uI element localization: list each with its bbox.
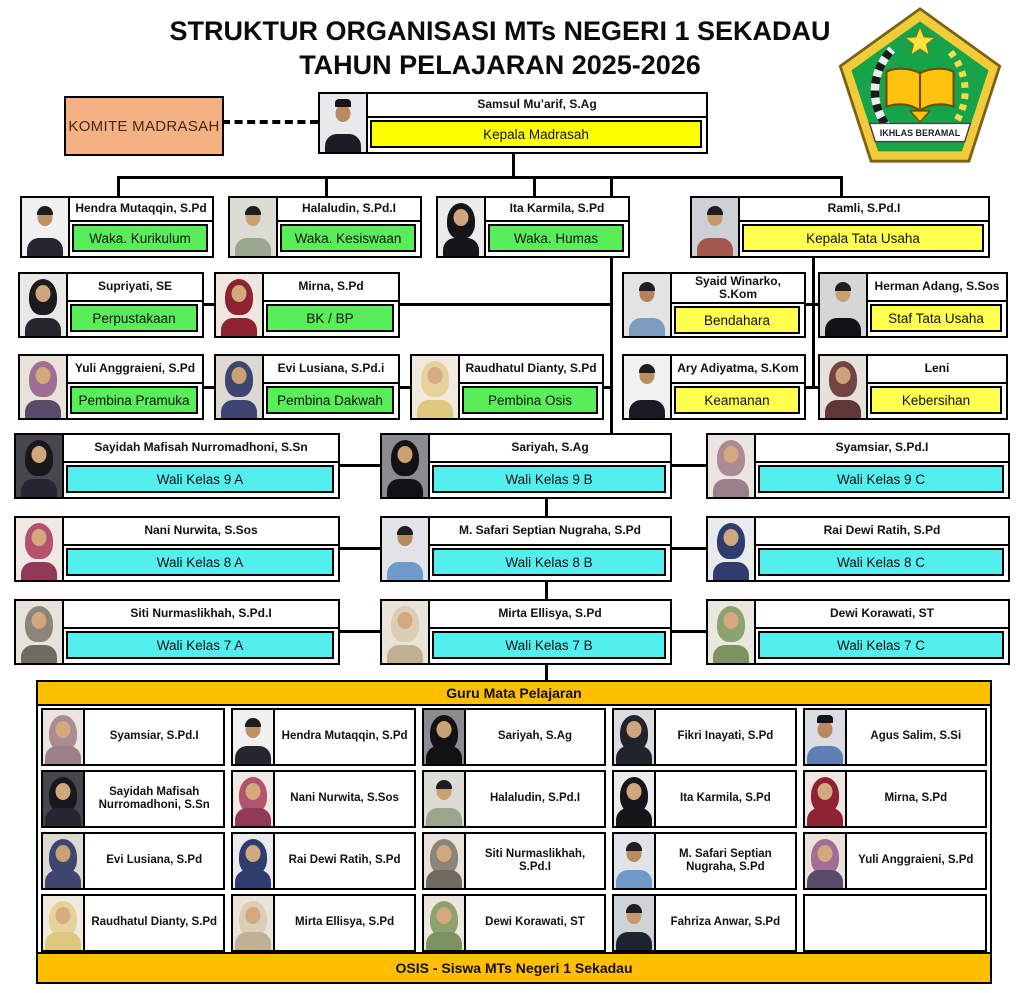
peci-cap-shape xyxy=(335,99,351,107)
photo-samsul-mu-arif-s-ag xyxy=(320,94,368,152)
face-shape xyxy=(724,612,739,629)
person-box-dewi-korawati-st xyxy=(706,599,1010,665)
connector-line xyxy=(545,497,548,518)
face-shape xyxy=(398,446,413,463)
person-name: Herman Adang, S.Sos xyxy=(868,274,1006,302)
person-box-ramli-s-pd-i xyxy=(690,196,990,258)
hair-shape xyxy=(436,780,452,789)
person-box-yuli-anggraieni-s-pd xyxy=(18,354,204,420)
person-name: Mirta Ellisya, S.Pd xyxy=(430,601,670,629)
torso-shape xyxy=(697,238,733,256)
hair-shape xyxy=(245,718,261,727)
person-role: Wali Kelas 8 B xyxy=(432,548,666,576)
person-info xyxy=(430,435,670,497)
person-role: Wali Kelas 7 B xyxy=(432,631,666,659)
person-name: Hendra Mutaqqin, S.Pd xyxy=(70,198,212,222)
connector-line xyxy=(325,176,328,198)
face-shape xyxy=(36,367,51,384)
torso-shape xyxy=(825,400,861,418)
torso-shape xyxy=(713,562,749,580)
photo-dewi-korawati-st xyxy=(424,896,466,950)
photo-yuli-anggraieni-s-pd xyxy=(805,834,847,888)
face-shape xyxy=(336,105,351,122)
face-shape xyxy=(56,721,71,738)
person-info xyxy=(868,274,1006,336)
face-shape xyxy=(232,367,247,384)
guru-name: Halaludin, S.Pd.I xyxy=(489,792,581,805)
torso-shape xyxy=(45,932,81,950)
face-shape xyxy=(56,845,71,862)
guru-name: Hendra Mutaqqin, S.Pd xyxy=(281,730,408,743)
torso-shape xyxy=(21,645,57,663)
person-box-samsul-mu-arif-s-ag xyxy=(318,92,708,154)
face-shape xyxy=(246,907,261,924)
guru-name: M. Safari Septian Nugraha, S.Pd xyxy=(679,847,772,873)
guru-cell-sayidah-mafisah-nurromadhoni-s-sn xyxy=(41,770,225,828)
photo-halaludin-s-pd-i xyxy=(424,772,466,826)
connector-line xyxy=(400,386,410,389)
person-name: Syamsiar, S.Pd.I xyxy=(756,435,1008,463)
face-shape xyxy=(246,845,261,862)
photo-evi-lusiana-s-pd-i xyxy=(216,356,264,418)
torso-shape xyxy=(387,562,423,580)
person-info xyxy=(264,356,398,418)
torso-shape xyxy=(443,238,479,256)
guru-cell-hendra-mutaqqin-s-pd xyxy=(231,708,415,766)
photo-ita-karmila-s-pd xyxy=(438,198,486,256)
photo-raudhatul-dianty-s-pd xyxy=(43,896,85,950)
connector-line xyxy=(340,464,380,467)
guru-name: Sariyah, S.Ag xyxy=(497,730,573,743)
person-info xyxy=(672,356,804,418)
connector-line xyxy=(672,464,706,467)
photo-ramli-s-pd-i xyxy=(692,198,740,256)
photo-herman-adang-s-sos xyxy=(820,274,868,336)
torso-shape xyxy=(807,746,843,764)
torso-shape xyxy=(713,645,749,663)
guru-name: Mirna, S.Pd xyxy=(884,792,948,805)
person-role: BK / BP xyxy=(266,304,394,332)
person-info xyxy=(64,518,338,580)
guru-name: Syamsiar, S.Pd.I xyxy=(109,730,199,743)
face-shape xyxy=(32,529,47,546)
torso-shape xyxy=(426,870,462,888)
guru-name: Agus Salim, S.Si xyxy=(870,730,962,743)
connector-line xyxy=(545,580,548,601)
person-role: Waka. Humas xyxy=(488,224,624,252)
guru-name: Yuli Anggraieni, S.Pd xyxy=(858,854,974,867)
person-box-hendra-mutaqqin-s-pd xyxy=(20,196,214,258)
page-title-line2: TAHUN PELAJARAN 2025-2026 xyxy=(299,50,701,80)
peci-cap-shape xyxy=(817,715,833,723)
torso-shape xyxy=(807,808,843,826)
hair-shape xyxy=(626,904,642,913)
person-info xyxy=(756,435,1008,497)
connector-line xyxy=(672,547,706,550)
guru-cell-yuli-anggraieni-s-pd xyxy=(803,832,987,890)
torso-shape xyxy=(629,318,665,336)
hair-shape xyxy=(397,526,413,535)
connector-line xyxy=(672,630,706,633)
person-role: Kepala Madrasah xyxy=(370,120,702,148)
torso-shape xyxy=(629,400,665,418)
guru-name: Fikri Inayati, S.Pd xyxy=(677,730,774,743)
photo-mirna-s-pd xyxy=(216,274,264,336)
guru-cell-rai-dewi-ratih-s-pd xyxy=(231,832,415,890)
face-shape xyxy=(428,367,443,384)
photo-sayidah-mafisah-nurromadhoni-s-sn xyxy=(16,435,64,497)
torso-shape xyxy=(387,479,423,497)
person-box-raudhatul-dianty-s-pd xyxy=(410,354,604,420)
face-shape xyxy=(56,907,71,924)
guru-name: Raudhatul Dianty, S.Pd xyxy=(91,916,218,929)
person-box-syaid-winarko-s-kom xyxy=(622,272,806,338)
photo-yuli-anggraieni-s-pd xyxy=(20,356,68,418)
person-info xyxy=(740,198,988,256)
person-info xyxy=(68,356,202,418)
person-name: Yuli Anggraieni, S.Pd xyxy=(68,356,202,384)
face-shape xyxy=(436,721,451,738)
connector-line xyxy=(840,176,843,198)
face-shape xyxy=(627,721,642,738)
person-box-nani-nurwita-s-sos xyxy=(14,516,340,582)
guru-cell-m-safari-septian-nugraha-s-pd xyxy=(612,832,796,890)
person-box-halaludin-s-pd-i xyxy=(228,196,422,258)
torso-shape xyxy=(25,400,61,418)
photo-evi-lusiana-s-pd xyxy=(43,834,85,888)
photo-mirta-ellisya-s-pd xyxy=(382,601,430,663)
person-name: Raudhatul Dianty, S.Pd xyxy=(460,356,602,384)
guru-cell-sariyah-s-ag xyxy=(422,708,606,766)
torso-shape xyxy=(235,932,271,950)
face-shape xyxy=(817,845,832,862)
hair-shape xyxy=(639,364,655,373)
connector-line xyxy=(117,176,120,198)
torso-shape xyxy=(713,479,749,497)
person-info xyxy=(430,601,670,663)
face-shape xyxy=(232,285,247,302)
person-role: Waka. Kurikulum xyxy=(72,224,208,252)
komite-dashed-connector xyxy=(222,120,318,124)
guru-name: Mirta Ellisya, S.Pd xyxy=(295,916,395,929)
torso-shape xyxy=(221,318,257,336)
face-shape xyxy=(627,783,642,800)
photo-sariyah-s-ag xyxy=(424,710,466,764)
person-role: Wali Kelas 9 B xyxy=(432,465,666,493)
person-box-herman-adang-s-sos xyxy=(818,272,1008,338)
person-info xyxy=(368,94,706,152)
connector-line xyxy=(204,386,214,389)
torso-shape xyxy=(616,932,652,950)
torso-shape xyxy=(616,808,652,826)
photo-syaid-winarko-s-kom xyxy=(624,274,672,336)
person-role: Wali Kelas 9 A xyxy=(66,465,334,493)
torso-shape xyxy=(27,238,63,256)
photo-rai-dewi-ratih-s-pd xyxy=(708,518,756,580)
hair-shape xyxy=(707,206,723,215)
person-box-ita-karmila-s-pd xyxy=(436,196,630,258)
torso-shape xyxy=(221,400,257,418)
person-info xyxy=(64,435,338,497)
connector-line xyxy=(204,303,214,306)
guru-name: Evi Lusiana, S.Pd xyxy=(106,854,203,867)
person-box-syamsiar-s-pd-i xyxy=(706,433,1010,499)
guru-name: Dewi Korawati, ST xyxy=(485,916,585,929)
photo-mirta-ellisya-s-pd xyxy=(233,896,275,950)
guru-cell-mirta-ellisya-s-pd xyxy=(231,894,415,952)
face-shape xyxy=(398,612,413,629)
torso-shape xyxy=(325,134,361,152)
person-info xyxy=(70,198,212,256)
person-role: Perpustakaan xyxy=(70,304,198,332)
photo-ita-karmila-s-pd xyxy=(614,772,656,826)
torso-shape xyxy=(21,562,57,580)
person-role: Wali Kelas 7 C xyxy=(758,631,1004,659)
person-box-evi-lusiana-s-pd-i xyxy=(214,354,400,420)
hair-shape xyxy=(639,282,655,291)
hair-shape xyxy=(37,206,53,215)
torso-shape xyxy=(426,808,462,826)
person-role: Kebersihan xyxy=(870,386,1002,414)
guru-grid xyxy=(38,706,990,954)
person-name: Sariyah, S.Ag xyxy=(430,435,670,463)
torso-shape xyxy=(417,400,453,418)
person-name: Sayidah Mafisah Nurromadhoni, S.Sn xyxy=(64,435,338,463)
guru-cell-fahriza-anwar-s-pd xyxy=(612,894,796,952)
torso-shape xyxy=(21,479,57,497)
face-shape xyxy=(454,209,469,226)
photo-raudhatul-dianty-s-pd xyxy=(412,356,460,418)
person-role: Wali Kelas 8 A xyxy=(66,548,334,576)
person-info xyxy=(868,356,1006,418)
person-name: Supriyati, SE xyxy=(68,274,202,302)
photo-m-safari-septian-nugraha-s-pd xyxy=(382,518,430,580)
person-role: Pembina Dakwah xyxy=(266,386,394,414)
guru-cell-siti-nurmaslikhah-s-pd-i xyxy=(422,832,606,890)
person-name: Leni xyxy=(868,356,1006,384)
logo-motto-text: IKHLAS BERAMAL xyxy=(879,128,961,139)
face-shape xyxy=(724,529,739,546)
osis-bar: OSIS - Siswa MTs Negeri 1 Sekadau xyxy=(36,952,992,984)
face-shape xyxy=(56,783,71,800)
guru-cell-dewi-korawati-st xyxy=(422,894,606,952)
photo-sayidah-mafisah-nurromadhoni-s-sn xyxy=(43,772,85,826)
photo-agus-salim-s-si xyxy=(805,710,847,764)
person-info xyxy=(486,198,628,256)
person-role: Pembina Pramuka xyxy=(70,386,198,414)
person-box-m-safari-septian-nugraha-s-pd xyxy=(380,516,672,582)
person-role: Wali Kelas 8 C xyxy=(758,548,1004,576)
guru-cell-nani-nurwita-s-sos xyxy=(231,770,415,828)
photo-halaludin-s-pd-i xyxy=(230,198,278,256)
connector-line xyxy=(400,303,610,306)
torso-shape xyxy=(426,746,462,764)
face-shape xyxy=(836,367,851,384)
torso-shape xyxy=(45,870,81,888)
torso-shape xyxy=(235,808,271,826)
person-box-supriyati-se xyxy=(18,272,204,338)
torso-shape xyxy=(616,870,652,888)
person-info xyxy=(460,356,602,418)
person-name: Samsul Mu’arif, S.Ag xyxy=(368,94,706,118)
face-shape xyxy=(36,285,51,302)
komite-madrasah-box: KOMITE MADRASAH xyxy=(64,96,224,156)
face-shape xyxy=(436,845,451,862)
photo-nani-nurwita-s-sos xyxy=(16,518,64,580)
photo-dewi-korawati-st xyxy=(708,601,756,663)
person-name: Siti Nurmaslikhah, S.Pd.I xyxy=(64,601,338,629)
guru-name: Nani Nurwita, S.Sos xyxy=(290,792,399,805)
kemenag-logo xyxy=(836,6,1004,164)
guru-header: Guru Mata Pelajaran xyxy=(38,682,990,706)
photo-rai-dewi-ratih-s-pd xyxy=(233,834,275,888)
connector-line xyxy=(340,547,380,550)
person-role: Pembina Osis xyxy=(462,386,598,414)
person-name: Ramli, S.Pd.I xyxy=(740,198,988,222)
photo-syamsiar-s-pd-i xyxy=(708,435,756,497)
guru-name: Sayidah Mafisah Nurromadhoni, S.Sn xyxy=(98,785,210,811)
guru-section xyxy=(36,680,992,956)
connector-line xyxy=(117,176,843,179)
guru-cell-syamsiar-s-pd-i xyxy=(41,708,225,766)
guru-name: Ita Karmila, S.Pd xyxy=(680,792,771,805)
person-name: M. Safari Septian Nugraha, S.Pd xyxy=(430,518,670,546)
hair-shape xyxy=(835,282,851,291)
guru-cell-halaludin-s-pd-i xyxy=(422,770,606,828)
guru-cell-agus-salim-s-si xyxy=(803,708,987,766)
face-shape xyxy=(817,783,832,800)
guru-cell-ita-karmila-s-pd xyxy=(612,770,796,828)
connector-line xyxy=(512,152,515,178)
guru-name: Siti Nurmaslikhah, S.Pd.I xyxy=(484,847,586,873)
person-role: Wali Kelas 7 A xyxy=(66,631,334,659)
guru-name: Rai Dewi Ratih, S.Pd xyxy=(288,854,401,867)
person-info xyxy=(278,198,420,256)
torso-shape xyxy=(807,870,843,888)
face-shape xyxy=(436,907,451,924)
photo-syamsiar-s-pd-i xyxy=(43,710,85,764)
person-name: Rai Dewi Ratih, S.Pd xyxy=(756,518,1008,546)
torso-shape xyxy=(45,746,81,764)
person-role: Kepala Tata Usaha xyxy=(742,224,984,252)
person-info xyxy=(756,601,1008,663)
guru-cell-raudhatul-dianty-s-pd xyxy=(41,894,225,952)
person-role: Wali Kelas 9 C xyxy=(758,465,1004,493)
photo-m-safari-septian-nugraha-s-pd xyxy=(614,834,656,888)
photo-mirna-s-pd xyxy=(805,772,847,826)
person-name: Halaludin, S.Pd.I xyxy=(278,198,420,222)
face-shape xyxy=(32,446,47,463)
torso-shape xyxy=(25,318,61,336)
person-box-ary-adiyatma-s-kom xyxy=(622,354,806,420)
torso-shape xyxy=(825,318,861,336)
photo-fahriza-anwar-s-pd xyxy=(614,896,656,950)
person-info xyxy=(68,274,202,336)
torso-shape xyxy=(426,932,462,950)
photo-sariyah-s-ag xyxy=(382,435,430,497)
person-name: Dewi Korawati, ST xyxy=(756,601,1008,629)
photo-hendra-mutaqqin-s-pd xyxy=(22,198,70,256)
person-box-sariyah-s-ag xyxy=(380,433,672,499)
person-name: Ita Karmila, S.Pd xyxy=(486,198,628,222)
person-box-rai-dewi-ratih-s-pd xyxy=(706,516,1010,582)
connector-line xyxy=(340,630,380,633)
person-name: Nani Nurwita, S.Sos xyxy=(64,518,338,546)
photo-fikri-inayati-s-pd xyxy=(614,710,656,764)
person-name: Mirna, S.Pd xyxy=(264,274,398,302)
person-box-sayidah-mafisah-nurromadhoni-s-sn xyxy=(14,433,340,499)
person-name: Evi Lusiana, S.Pd.i xyxy=(264,356,398,384)
torso-shape xyxy=(235,870,271,888)
guru-cell-fikri-inayati-s-pd xyxy=(612,708,796,766)
person-role: Keamanan xyxy=(674,386,800,414)
person-box-mirta-ellisya-s-pd xyxy=(380,599,672,665)
photo-nani-nurwita-s-sos xyxy=(233,772,275,826)
photo-supriyati-se xyxy=(20,274,68,336)
guru-cell-mirna-s-pd xyxy=(803,770,987,828)
person-name: Ary Adiyatma, S.Kom xyxy=(672,356,804,384)
face-shape xyxy=(724,446,739,463)
torso-shape xyxy=(616,746,652,764)
connector-line xyxy=(533,176,536,198)
person-role: Staf Tata Usaha xyxy=(870,304,1002,332)
torso-shape xyxy=(235,746,271,764)
face-shape xyxy=(817,721,832,738)
person-info xyxy=(430,518,670,580)
guru-name: Fahriza Anwar, S.Pd xyxy=(670,916,781,929)
kemenag-logo-icon xyxy=(836,6,1004,164)
person-info xyxy=(672,274,804,336)
person-name: Syaid Winarko, S.Kom xyxy=(672,274,804,304)
torso-shape xyxy=(235,238,271,256)
photo-ary-adiyatma-s-kom xyxy=(624,356,672,418)
photo-hendra-mutaqqin-s-pd xyxy=(233,710,275,764)
person-role: Bendahara xyxy=(674,306,800,334)
guru-cell-evi-lusiana-s-pd xyxy=(41,832,225,890)
person-box-leni xyxy=(818,354,1008,420)
photo-leni xyxy=(820,356,868,418)
person-info xyxy=(756,518,1008,580)
person-info xyxy=(64,601,338,663)
page-title-line1: STRUKTUR ORGANISASI MTs NEGERI 1 SEKADAU xyxy=(169,16,831,46)
person-info xyxy=(264,274,398,336)
torso-shape xyxy=(387,645,423,663)
face-shape xyxy=(32,612,47,629)
photo-siti-nurmaslikhah-s-pd-i xyxy=(424,834,466,888)
face-shape xyxy=(246,783,261,800)
hair-shape xyxy=(626,842,642,851)
person-role: Waka. Kesiswaan xyxy=(280,224,416,252)
connector-line xyxy=(812,256,815,389)
hair-shape xyxy=(245,206,261,215)
photo-siti-nurmaslikhah-s-pd-i xyxy=(16,601,64,663)
torso-shape xyxy=(45,808,81,826)
guru-cell-empty xyxy=(803,894,987,952)
person-box-mirna-s-pd xyxy=(214,272,400,338)
person-box-siti-nurmaslikhah-s-pd-i xyxy=(14,599,340,665)
